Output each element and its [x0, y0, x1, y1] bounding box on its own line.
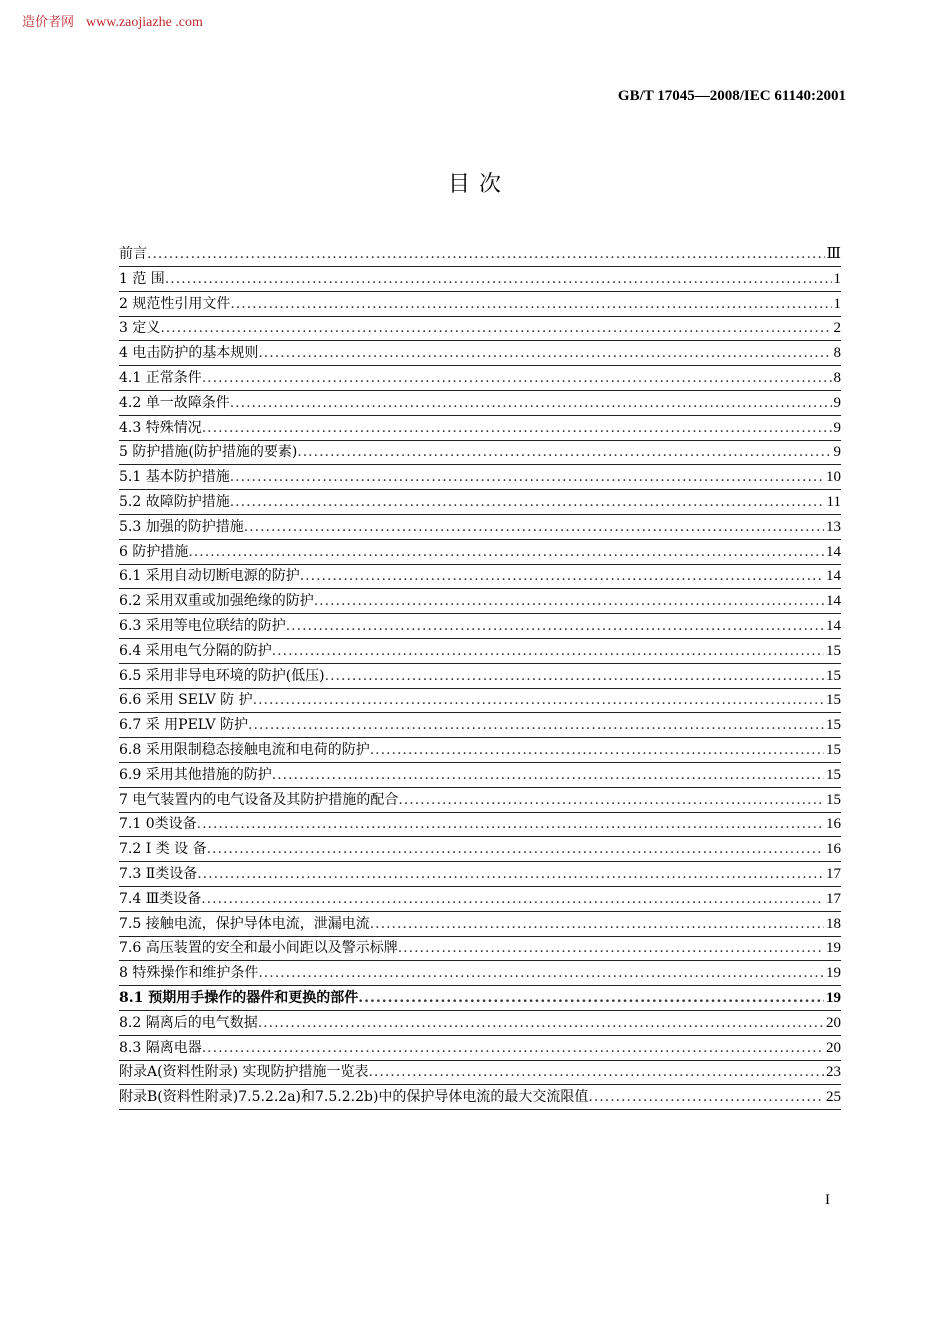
toc-link[interactable] — [119, 986, 841, 1011]
toc-page-number: 15 — [826, 667, 841, 684]
toc-leader-dots — [398, 788, 824, 812]
toc-leader-dots — [272, 639, 824, 663]
toc-link[interactable] — [119, 316, 841, 341]
toc-label: 4 电击防护的基本规则 — [119, 345, 259, 362]
toc-link[interactable] — [119, 812, 841, 837]
toc-label: 6.9 采用其他措施的防护 — [119, 766, 272, 783]
toc-link[interactable] — [119, 788, 841, 813]
toc-item — [119, 862, 841, 887]
toc-label: 6.1 采用自动切断电源的防护 — [119, 568, 300, 585]
toc-label: 8.3 隔离电器 — [119, 1039, 202, 1056]
toc-link[interactable] — [119, 440, 841, 465]
toc-page-number: 25 — [826, 1089, 841, 1106]
toc-page-number: 19 — [826, 940, 841, 957]
toc-link[interactable] — [119, 936, 841, 961]
toc-page-number: 9 — [833, 394, 841, 411]
toc-link[interactable] — [119, 366, 841, 391]
toc-item — [119, 465, 841, 490]
toc-leader-dots — [286, 614, 824, 638]
toc-item — [119, 713, 841, 738]
toc-link[interactable] — [119, 688, 841, 713]
toc-item — [119, 515, 841, 540]
toc-page-number: 1 — [833, 270, 841, 287]
toc-label: 1 范 围 — [119, 270, 165, 287]
toc-item — [119, 366, 841, 391]
page-title: 目 次 — [448, 172, 502, 197]
table-of-contents — [119, 242, 841, 1110]
toc-leader-dots — [147, 242, 825, 266]
toc-leader-dots — [244, 515, 824, 539]
toc-item — [119, 688, 841, 713]
toc-link[interactable] — [119, 1011, 841, 1036]
toc-page-number: 9 — [833, 419, 841, 436]
toc-page-number: 18 — [826, 915, 841, 932]
toc-link[interactable] — [119, 639, 841, 664]
toc-page-number: 10 — [826, 469, 841, 486]
toc-label: 7.5 接触电流，保护导体电流，泄漏电流 — [119, 915, 370, 932]
toc-label: 4.3 特殊情况 — [119, 419, 202, 436]
toc-page-number: 23 — [826, 1064, 841, 1081]
site-name: 造价者网 — [22, 15, 75, 30]
toc-leader-dots — [314, 589, 824, 613]
toc-link[interactable] — [119, 416, 841, 441]
toc-link[interactable] — [119, 614, 841, 639]
toc-link[interactable] — [119, 564, 841, 589]
toc-item — [119, 664, 841, 689]
toc-item — [119, 391, 841, 416]
toc-page-number: 19 — [826, 965, 841, 982]
toc-link[interactable] — [119, 242, 841, 267]
toc-label: 6.6 采用 SELV 防 护 — [119, 692, 253, 709]
toc-item — [119, 763, 841, 788]
toc-label: 附录B(资料性附录)7.5.2.2a)和7.5.2.2b)中的保护导体电流的最大交流限值 — [119, 1089, 589, 1106]
toc-link[interactable] — [119, 341, 841, 366]
toc-label: 5 防护措施(防护措施的要素) — [119, 444, 298, 461]
toc-link[interactable] — [119, 664, 841, 689]
toc-page-number: 19 — [826, 989, 841, 1006]
toc-page-number: 17 — [826, 890, 841, 907]
toc-page-number: 15 — [826, 741, 841, 758]
toc-page-number: 13 — [826, 518, 841, 535]
toc-page-number: 14 — [826, 543, 841, 560]
toc-item — [119, 589, 841, 614]
toc-page-number: 20 — [826, 1014, 841, 1031]
toc-link[interactable] — [119, 267, 841, 292]
toc-item — [119, 961, 841, 986]
toc-page-number: 15 — [826, 717, 841, 734]
toc-leader-dots — [160, 316, 831, 340]
toc-leader-dots — [202, 366, 832, 390]
toc-label: 7.2 Ⅰ 类 设 备 — [119, 841, 207, 858]
toc-leader-dots — [300, 564, 824, 588]
toc-leader-dots — [165, 267, 832, 291]
watermark — [22, 11, 203, 31]
toc-item — [119, 341, 841, 366]
toc-item — [119, 242, 841, 267]
toc-page-number: 14 — [826, 593, 841, 610]
toc-page-number: Ⅲ — [826, 246, 841, 262]
toc-page-number: 15 — [826, 692, 841, 709]
toc-label: 8.2 隔离后的电气数据 — [119, 1014, 258, 1031]
toc-leader-dots — [272, 763, 824, 787]
toc-link[interactable] — [119, 292, 841, 317]
toc-link[interactable] — [119, 465, 841, 490]
toc-label: 3 定义 — [119, 320, 161, 337]
toc-label: 6.7 采 用PELV 防护 — [119, 717, 249, 734]
toc-page-number: 1 — [833, 295, 841, 312]
toc-label: 6.2 采用双重或加强绝缘的防护 — [119, 593, 314, 610]
toc-label: 2 规范性引用文件 — [119, 295, 231, 312]
toc-link[interactable] — [119, 391, 841, 416]
toc-label: 5.3 加强的防护措施 — [119, 518, 244, 535]
toc-item — [119, 316, 841, 341]
toc-item — [119, 1036, 841, 1061]
toc-link[interactable] — [119, 540, 841, 565]
toc-item — [119, 812, 841, 837]
toc-label: 8.1 预期用手操作的器件和更换的部件 — [119, 989, 359, 1006]
toc-link[interactable] — [119, 738, 841, 763]
toc-leader-dots — [258, 961, 824, 985]
toc-label: 6.5 采用非导电环境的防护(低压) — [119, 667, 325, 684]
toc-label: 6.3 采用等电位联结的防护 — [119, 617, 286, 634]
toc-leader-dots — [230, 292, 831, 316]
toc-item — [119, 490, 841, 515]
toc-leader-dots — [207, 837, 824, 861]
toc-item — [119, 564, 841, 589]
toc-label: 6.4 采用电气分隔的防护 — [119, 642, 272, 659]
toc-leader-dots — [197, 862, 824, 886]
toc-link[interactable] — [119, 887, 841, 912]
toc-label: 附录A(资料性附录) 实现防护措施一览表 — [119, 1064, 369, 1081]
toc-item — [119, 738, 841, 763]
toc-page-number: 15 — [826, 642, 841, 659]
toc-label: 6.8 采用限制稳态接触电流和电荷的防护 — [119, 741, 370, 758]
toc-link[interactable] — [119, 1085, 841, 1110]
toc-page-number: 15 — [826, 766, 841, 783]
toc-link[interactable] — [119, 912, 841, 937]
toc-item — [119, 912, 841, 937]
toc-item — [119, 887, 841, 912]
toc-leader-dots — [258, 341, 831, 365]
toc-item — [119, 837, 841, 862]
toc-leader-dots — [370, 738, 824, 762]
toc-link[interactable] — [119, 490, 841, 515]
toc-leader-dots — [230, 465, 824, 489]
site-url[interactable]: www.zaojiazhe .com — [86, 15, 203, 30]
toc-leader-dots — [398, 936, 824, 960]
toc-link[interactable] — [119, 862, 841, 887]
toc-link[interactable] — [119, 1060, 841, 1085]
toc-page-number: 11 — [826, 493, 841, 510]
toc-label: 7 电气装置内的电气设备及其防护措施的配合 — [119, 791, 399, 808]
toc-leader-dots — [253, 688, 824, 712]
toc-label: 7.6 高压装置的安全和最小间距以及警示标牌 — [119, 940, 398, 957]
toc-page-number: 8 — [833, 345, 841, 362]
toc-leader-dots — [368, 1060, 824, 1084]
toc-page-number: 8 — [833, 369, 841, 386]
toc-label: 5.1 基本防护措施 — [119, 469, 230, 486]
toc-leader-dots — [202, 416, 832, 440]
toc-item — [119, 614, 841, 639]
toc-label: 5.2 故障防护措施 — [119, 493, 230, 510]
toc-item — [119, 1085, 841, 1110]
toc-page-number: 20 — [826, 1039, 841, 1056]
toc-page-number: 17 — [826, 865, 841, 882]
toc-leader-dots — [188, 540, 824, 564]
toc-leader-dots — [230, 490, 825, 514]
page-number: I — [825, 1192, 830, 1208]
toc-link[interactable] — [119, 961, 841, 986]
toc-label: 7.4 Ⅲ类设备 — [119, 890, 202, 907]
toc-link[interactable] — [119, 515, 841, 540]
toc-label: 6 防护措施 — [119, 543, 189, 560]
toc-page-number: 14 — [826, 568, 841, 585]
toc-item — [119, 639, 841, 664]
toc-item — [119, 292, 841, 317]
toc-item — [119, 1060, 841, 1085]
toc-label: 7.3 Ⅱ类设备 — [119, 865, 198, 882]
toc-link[interactable] — [119, 1036, 841, 1061]
toc-item — [119, 986, 841, 1011]
toc-item — [119, 1011, 841, 1036]
toc-page-number: 16 — [826, 841, 841, 858]
toc-item — [119, 936, 841, 961]
toc-item — [119, 416, 841, 441]
toc-label: 前言 — [119, 246, 147, 262]
toc-leader-dots — [325, 664, 824, 688]
toc-link[interactable] — [119, 589, 841, 614]
toc-item — [119, 267, 841, 292]
toc-leader-dots — [201, 887, 824, 911]
toc-label: 4.1 正常条件 — [119, 369, 202, 386]
toc-label: 7.1 0类设备 — [119, 816, 197, 833]
toc-link[interactable] — [119, 763, 841, 788]
toc-item — [119, 788, 841, 813]
toc-leader-dots — [230, 391, 832, 415]
toc-leader-dots — [370, 912, 824, 936]
toc-leader-dots — [202, 1036, 824, 1060]
toc-item — [119, 440, 841, 465]
toc-leader-dots — [588, 1085, 824, 1109]
toc-page-number: 9 — [833, 444, 841, 461]
toc-link[interactable] — [119, 713, 841, 738]
toc-link[interactable] — [119, 837, 841, 862]
toc-page-number: 16 — [826, 816, 841, 833]
toc-label: 4.2 单一故障条件 — [119, 394, 230, 411]
toc-page-number: 15 — [826, 791, 841, 808]
toc-leader-dots — [258, 1011, 824, 1035]
toc-page-number: 2 — [833, 320, 841, 337]
toc-leader-dots — [197, 812, 824, 836]
toc-page-number: 14 — [826, 617, 841, 634]
toc-label: 8 特殊操作和维护条件 — [119, 965, 259, 982]
toc-item — [119, 540, 841, 565]
toc-leader-dots — [358, 986, 824, 1010]
toc-leader-dots — [248, 713, 824, 737]
standard-number: GB/T 17045—2008/IEC 61140:2001 — [617, 88, 846, 104]
toc-leader-dots — [297, 440, 831, 464]
